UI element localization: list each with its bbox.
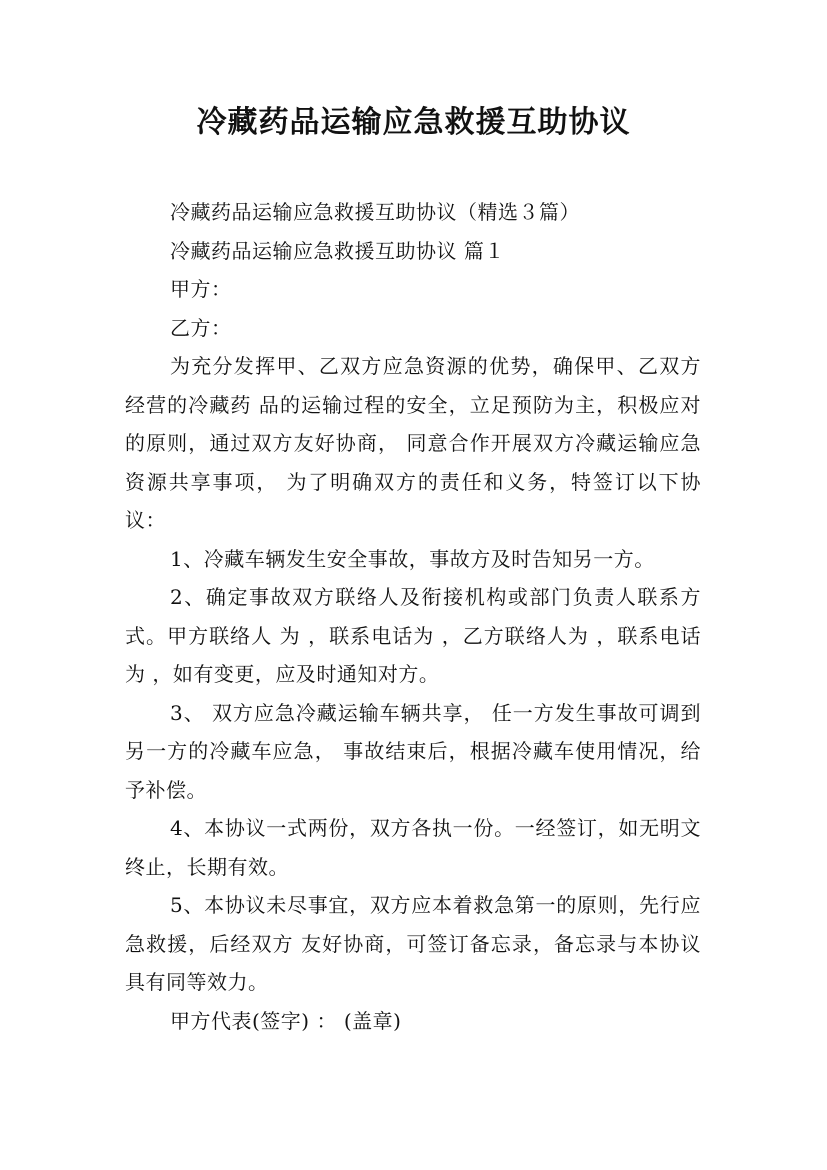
party-b-label: 乙方： <box>170 315 232 340</box>
clause-3: 3、 双方应急冷藏运输车辆共享， 任一方发生事故可调到另一方的冷藏车应急， 事故结束后，根据冷藏车使用情况，给予补偿。 <box>125 700 701 802</box>
subtitle-line: 冷藏药品运输应急救援互助协议（精选３篇） <box>170 200 580 224</box>
clause-4: 4、本协议一式两份，双方各执一份。一经签订，如无明文终止，长期有效。 <box>125 816 701 879</box>
clause-1: 1、冷藏车辆发生安全事故，事故方及时告知另一方。 <box>170 546 655 571</box>
document-title: 冷藏药品运输应急救援互助协议 <box>196 105 631 140</box>
intro-paragraph: 为充分发挥甲、乙双方应急资源的优势，确保甲、乙双方经营的冷藏药 品的运输过程的安全，立足预防为主，积极应对的原则，通过双方友好协商， 同意合作开展双方冷藏运输应急资源共享事项， 为了明确双方的责任和义务，特签订以下协议： <box>125 354 701 532</box>
clause-2: 2、确定事故双方联络人及衔接机构或部门负责人联系方式。甲方联络人 为 ，联系电话为 ，乙方联络人为 ，联系电话为 ，如有变更，应及时通知对方。 <box>125 585 701 686</box>
document-body <box>125 193 701 1040</box>
party-a-label: 甲方： <box>170 277 232 301</box>
signature-line: 甲方代表(签字) ： (盖章) <box>170 1008 402 1033</box>
section-heading: 冷藏药品运输应急救援互助协议 篇１ <box>170 238 505 263</box>
clause-5: 5、本协议未尽事宜，双方应本着救急第一的原则，先行应急救援，后经双方 友好协商，可签订备忘录，备忘录与本协议具有同等效力。 <box>125 893 701 994</box>
